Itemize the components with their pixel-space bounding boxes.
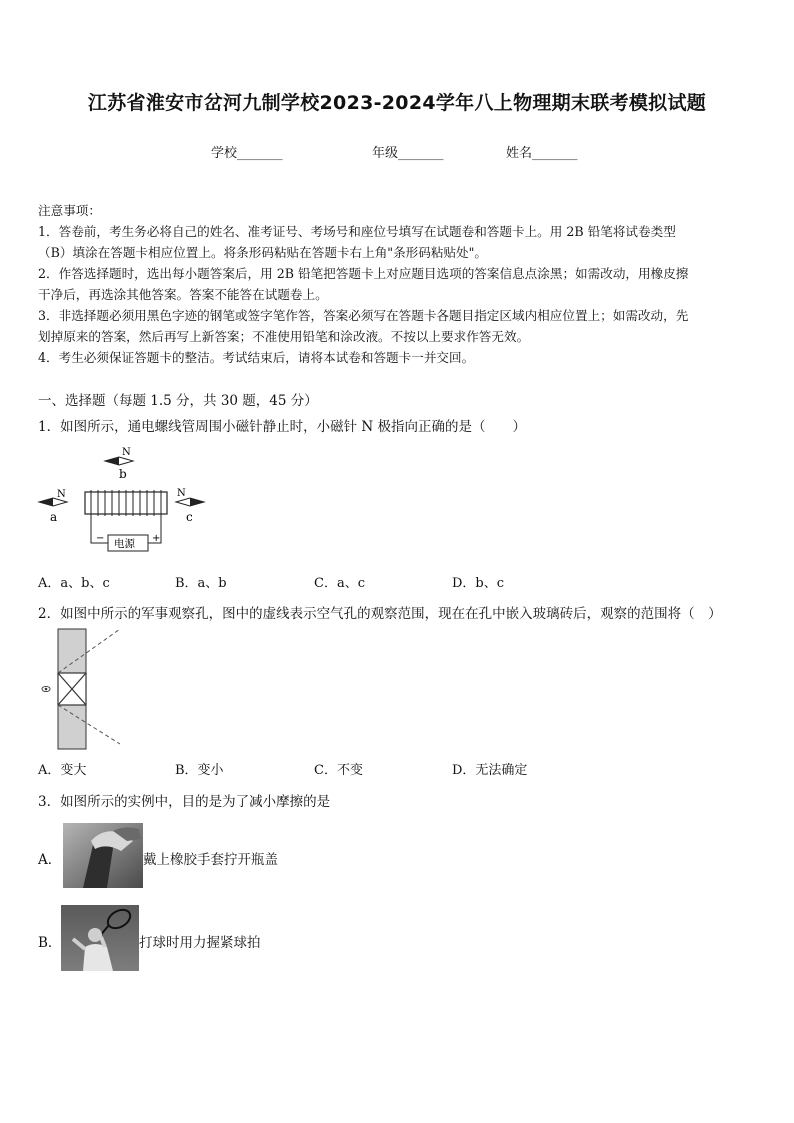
notes-line: 干净后，再选涂其他答案。答案不能答在试题卷上。 xyxy=(38,287,328,302)
notes-line: 划掉原来的答案，然后再写上新答案；不准使用铅笔和涂改液。不按以上要求作答无效。 xyxy=(38,329,530,344)
q1-option-a: A．a、b、c xyxy=(38,576,110,591)
q2-option-c: C．不变 xyxy=(314,763,363,778)
notes-block xyxy=(38,200,688,368)
school-field: 学校_______ xyxy=(211,146,283,161)
observation-hole-figure xyxy=(36,626,126,751)
compass-c-label: c xyxy=(186,510,193,524)
eye-icon xyxy=(42,686,50,691)
power-label: 电源 xyxy=(114,538,135,550)
q2-option-b: B．变小 xyxy=(175,763,224,778)
compass-a-n-label: N xyxy=(57,489,66,500)
compass-a-label: a xyxy=(50,510,58,524)
tennis-player-photo xyxy=(61,905,139,971)
compass-b-n-label: N xyxy=(122,447,131,458)
q1-option-c: C．a、c xyxy=(314,576,365,591)
notes-line: 2．作答选择题时，选出每小题答案后，用 2B 铅笔把答题卡上对应题目选项的答案信息点涂黑；如需改动，用橡皮擦 xyxy=(38,266,689,281)
q3-option-b-letter: B． xyxy=(38,935,62,951)
solenoid-figure xyxy=(36,445,216,555)
question-2-stem: 2．如图中所示的军事观察孔，图中的虚线表示空气孔的观察范围，现在在孔中嵌入玻璃砖后，观察的范围将（ ） xyxy=(38,606,722,622)
section-heading: 一、选择题（每题 1.5 分，共 30 题，45 分） xyxy=(38,393,318,409)
compass-c-n-label: N xyxy=(177,488,186,499)
q3-option-a-letter: A． xyxy=(38,852,62,868)
compass-b-label: b xyxy=(119,467,127,481)
notes-line: 3．非选择题必须用黑色字迹的钢笔或签字笔作答，答案必须写在答题卡各题目指定区域内相应位置上；如需改动，先 xyxy=(38,308,689,323)
plus-label: + xyxy=(152,533,161,544)
question-3-stem: 3．如图所示的实例中，目的是为了减小摩擦的是 xyxy=(38,794,331,810)
notes-line: （B）填涂在答题卡相应位置上。将条形码粘贴在答题卡右上角"条形码粘贴处"。 xyxy=(38,245,488,260)
q1-option-b: B．a、b xyxy=(175,576,227,591)
question-1-stem: 1．如图所示，通电螺线管周围小磁针静止时，小磁针 N 极指向正确的是（ ） xyxy=(38,419,526,435)
q2-option-d: D．无法确定 xyxy=(452,763,528,778)
name-field: 姓名_______ xyxy=(506,146,578,161)
notes-line: 4．考生必须保证答题卡的整洁。考试结束后，请将本试卷和答题卡一并交回。 xyxy=(38,350,475,365)
page-title: 江苏省淮安市岔河九制学校2023-2024学年八上物理期末联考模拟试题 xyxy=(87,92,707,114)
grade-field: 年级_______ xyxy=(372,146,444,161)
minus-label: − xyxy=(96,533,105,544)
q3-option-b-text: 打球时用力握紧球拍 xyxy=(139,935,261,951)
q1-option-d: D．b、c xyxy=(452,576,505,591)
notes-heading: 注意事项： xyxy=(38,203,101,218)
rubber-glove-bottle-photo xyxy=(63,823,143,888)
notes-line: 1．答卷前，考生务必将自己的姓名、准考证号、考场号和座位号填写在试题卷和答题卡上。用 2B 铅笔将试卷类型 xyxy=(38,224,676,239)
q2-option-a: A．变大 xyxy=(38,763,87,778)
q3-option-a-text: 戴上橡胶手套拧开瓶盖 xyxy=(143,852,278,868)
